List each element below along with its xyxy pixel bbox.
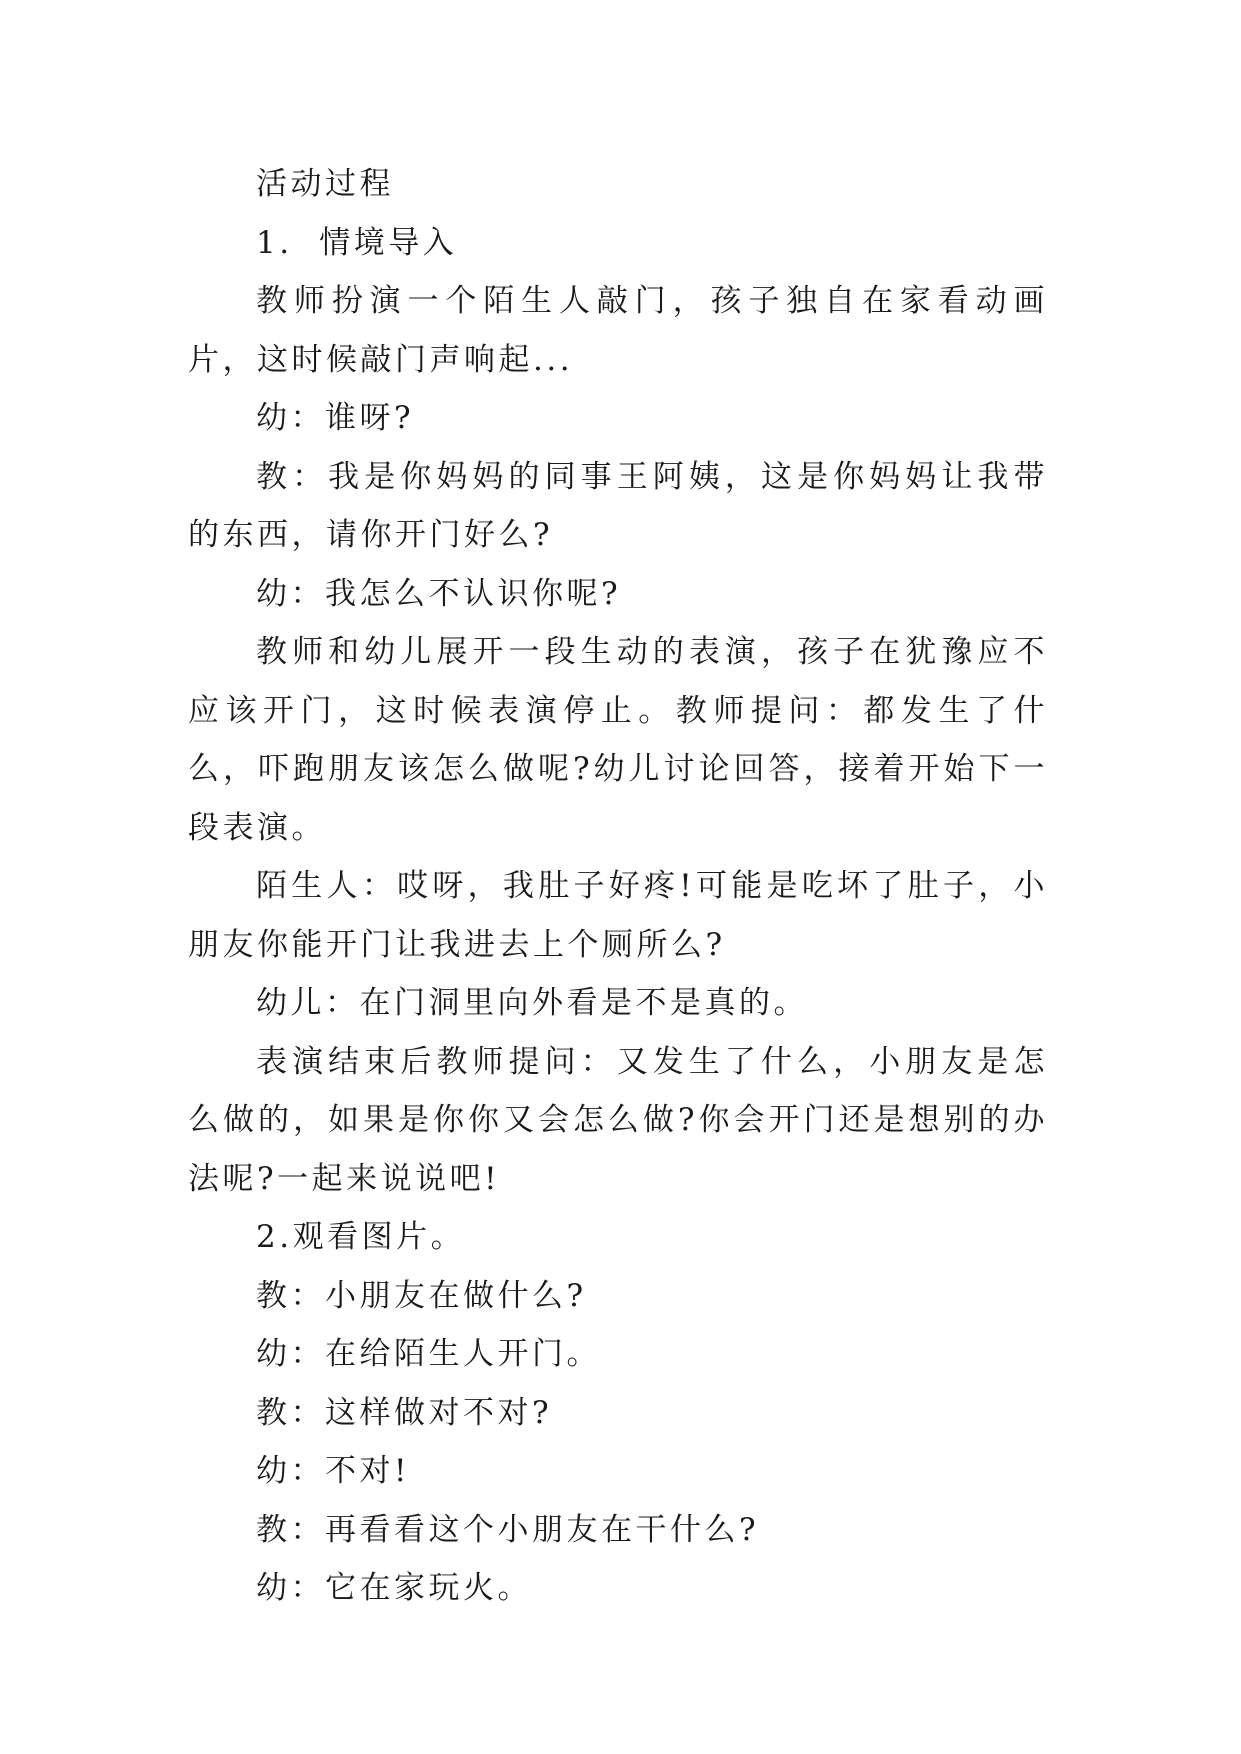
paragraph: 教师扮演一个陌生人敲门，孩子独自在家看动画片，这时候敲门声响起...: [188, 283, 1048, 378]
paragraph: 表演结束后教师提问：又发生了什么，小朋友是怎么做的，如果是你你又会怎么做?你会开门还是想别的办法呢?一起来说说吧!: [188, 1043, 1048, 1197]
dialogue-line: 教：这样做对不对?: [256, 1394, 553, 1431]
dialogue-line: 教：再看看这个小朋友在干什么?: [256, 1511, 760, 1548]
dialogue-line: 幼：它在家玩火。: [256, 1570, 532, 1606]
dialogue-line: 幼：不对!: [256, 1453, 410, 1489]
dialogue-line: 幼：在给陌生人开门。: [256, 1336, 601, 1372]
dialogue-line: 教：小朋友在做什么?: [256, 1277, 587, 1314]
dialogue-line: 幼儿：在门洞里向外看是不是真的。: [256, 985, 808, 1021]
section-heading: 活动过程: [256, 166, 394, 202]
step-heading-1: 1. 情境导入: [256, 224, 458, 261]
dialogue-line: 幼：谁呀?: [256, 400, 415, 436]
document-page: [188, 155, 1048, 1618]
dialogue-line: 陌生人：哎呀，我肚子好疼!可能是吃坏了肚子，小朋友你能开门让我进去上个厕所么?: [188, 868, 1048, 963]
dialogue-line: 幼：我怎么不认识你呢?: [256, 575, 622, 612]
dialogue-line: 教：我是你妈妈的同事王阿姨，这是你妈妈让我带的东西，请你开门好么?: [188, 458, 1048, 553]
paragraph: 教师和幼儿展开一段生动的表演，孩子在犹豫应不应该开门，这时候表演停止。教师提问：都发生了什么，吓跑朋友该怎么做呢?幼儿讨论回答，接着开始下一段表演。: [188, 634, 1048, 846]
step-heading-2: 2.观看图片。: [256, 1219, 466, 1255]
